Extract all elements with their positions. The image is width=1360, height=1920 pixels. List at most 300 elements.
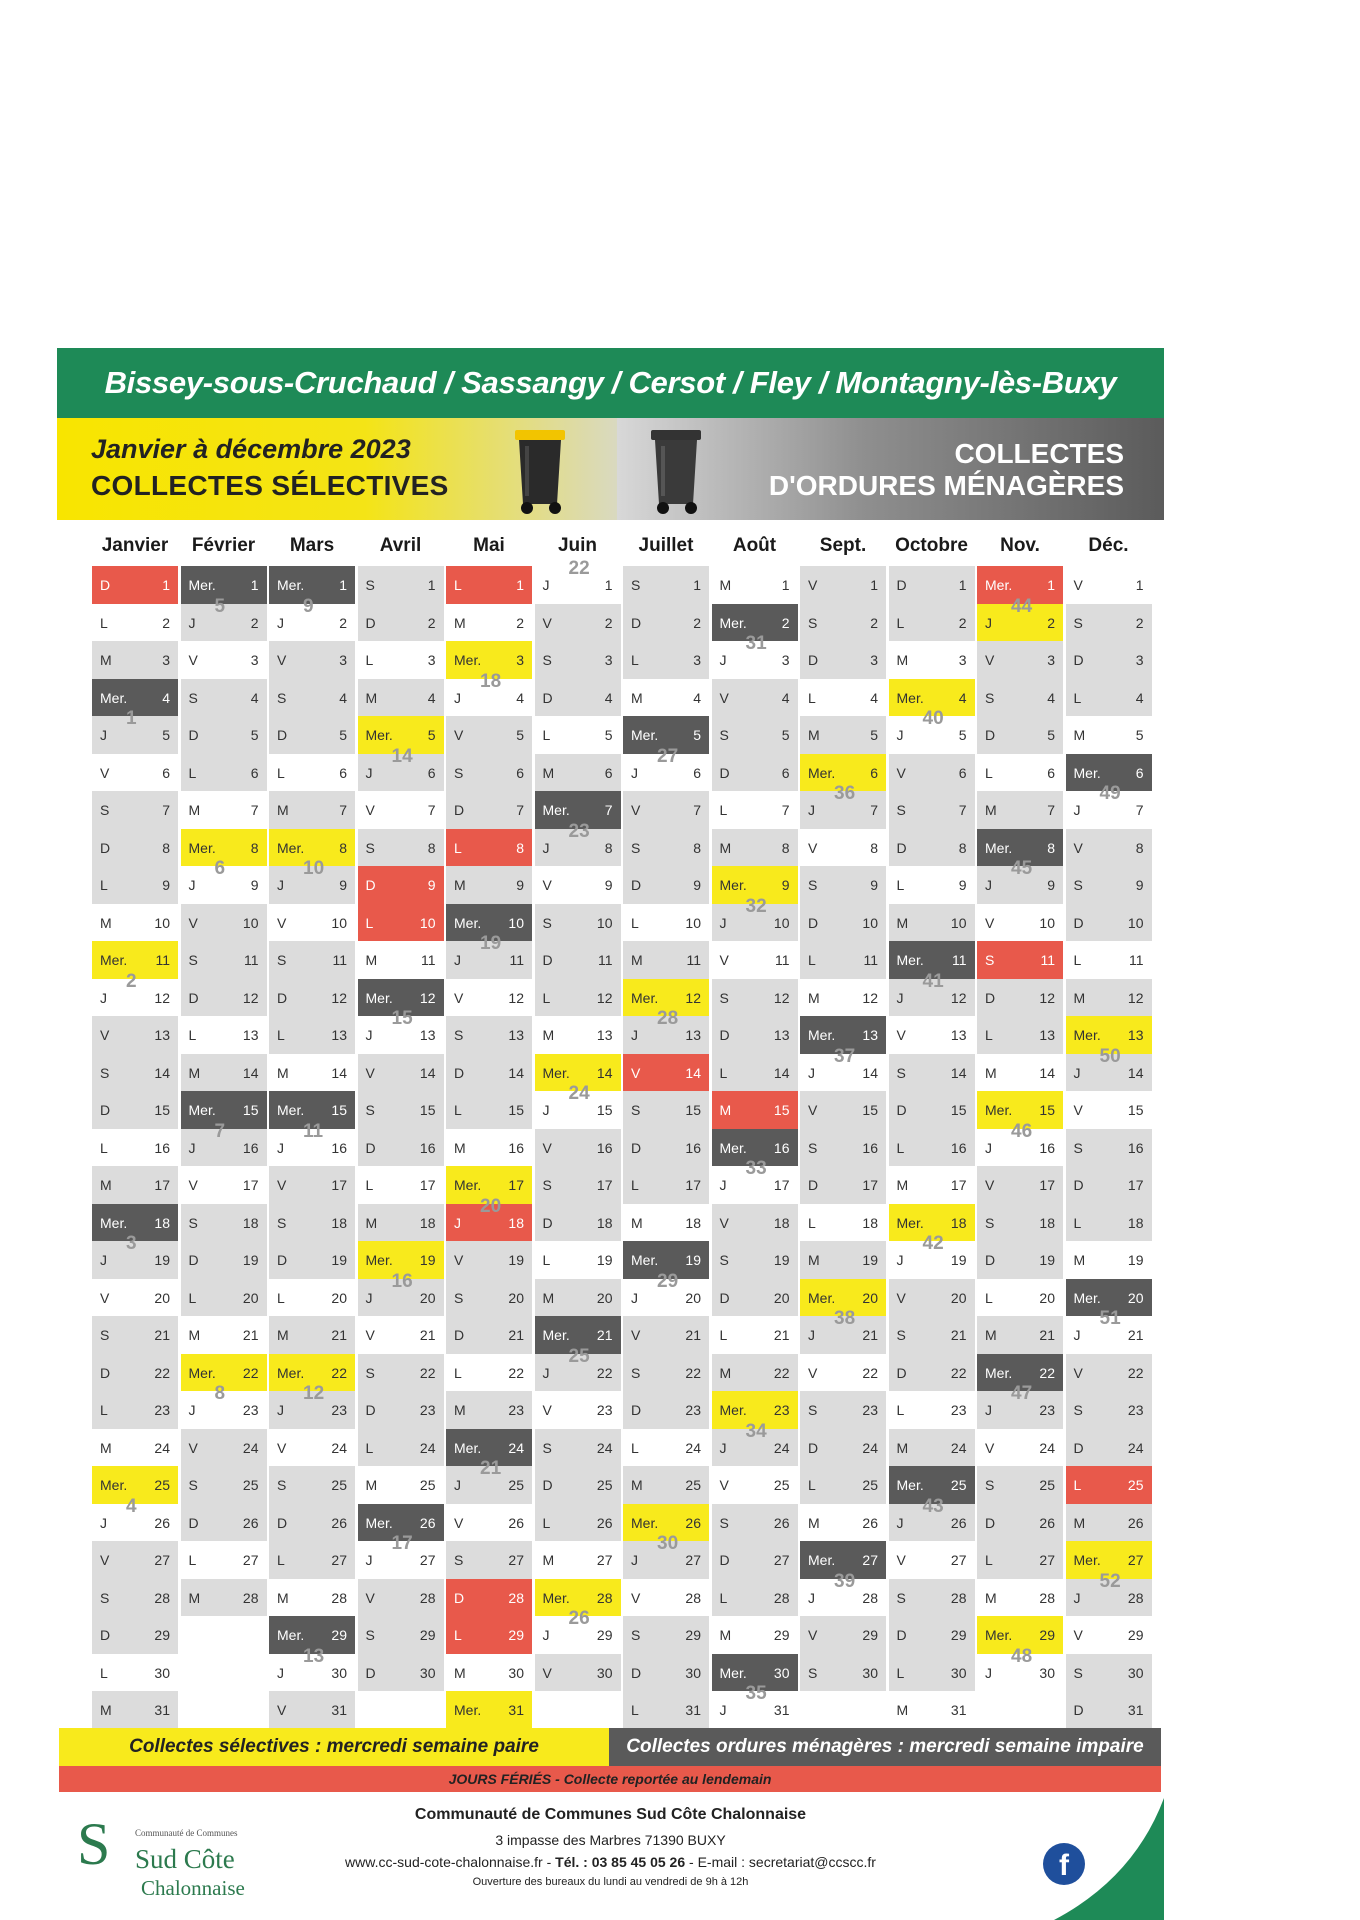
day-number: 4 bbox=[1047, 689, 1055, 706]
day-number: 25 bbox=[1127, 1477, 1144, 1493]
day-number: 2 bbox=[1135, 614, 1144, 631]
weekday-letter: V bbox=[985, 652, 995, 668]
weekday-letter: M bbox=[100, 652, 112, 668]
day-number: 27 bbox=[1127, 1552, 1144, 1568]
day-number: 18 bbox=[596, 1214, 613, 1231]
week-number: 51 bbox=[1099, 1308, 1121, 1329]
day-cell bbox=[181, 1504, 267, 1542]
day-cell bbox=[535, 558, 621, 604]
weekday-letter: D bbox=[188, 989, 199, 1006]
day-number: 18 bbox=[508, 1214, 524, 1231]
day-number: 16 bbox=[596, 1139, 613, 1156]
green-corner-decoration bbox=[1044, 1798, 1164, 1920]
day-number: 13 bbox=[773, 1027, 790, 1043]
weekday-letter: J bbox=[631, 764, 638, 781]
logo-small-text: Communauté de Communes bbox=[135, 1828, 238, 1838]
week-number: 25 bbox=[568, 1345, 590, 1367]
weekday-letter: J bbox=[365, 1027, 373, 1043]
day-number: 7 bbox=[693, 802, 701, 818]
weekday-letter: D bbox=[1073, 1439, 1084, 1456]
weekday-letter: M bbox=[896, 914, 909, 931]
weekday-letter: S bbox=[277, 1477, 287, 1493]
day-cell bbox=[358, 1091, 444, 1129]
day-number: 30 bbox=[773, 1664, 790, 1681]
day-cell bbox=[446, 1458, 532, 1504]
weekday-letter: M bbox=[542, 1552, 555, 1568]
weekday-letter: M bbox=[454, 1139, 466, 1156]
weekday-letter: D bbox=[454, 1589, 465, 1606]
weekday-letter: M bbox=[896, 652, 909, 668]
day-cell bbox=[623, 679, 709, 717]
weekday-letter: M bbox=[188, 1589, 201, 1606]
day-cell bbox=[269, 1054, 355, 1092]
day-cell bbox=[358, 1579, 444, 1617]
weekday-letter: S bbox=[188, 689, 198, 706]
day-cell bbox=[358, 866, 444, 904]
weekday-letter: S bbox=[719, 1252, 729, 1268]
week-number: 30 bbox=[657, 1533, 679, 1554]
day-cell bbox=[1066, 1429, 1152, 1467]
day-cell bbox=[92, 1579, 178, 1617]
day-number: 24 bbox=[596, 1439, 613, 1456]
day-cell bbox=[712, 1616, 798, 1654]
day-cell bbox=[181, 1429, 267, 1467]
weekday-letter: V bbox=[188, 652, 198, 668]
day-number: 21 bbox=[596, 1327, 613, 1343]
day-number: 9 bbox=[339, 877, 347, 893]
day-number: 3 bbox=[781, 652, 790, 668]
day-number: 1 bbox=[162, 577, 170, 593]
weekday-letter: L bbox=[100, 1664, 108, 1681]
weekday-letter: V bbox=[454, 1514, 464, 1531]
weekday-letter: J bbox=[277, 1402, 284, 1418]
day-number: 9 bbox=[250, 877, 259, 893]
day-number: 7 bbox=[339, 802, 347, 818]
week-number: 26 bbox=[568, 1608, 590, 1629]
weekday-letter: J bbox=[631, 1027, 638, 1043]
day-number: 2 bbox=[339, 614, 347, 631]
weekday-letter: V bbox=[542, 877, 552, 893]
day-cell bbox=[1066, 1570, 1152, 1617]
weekday-letter: M bbox=[454, 1402, 466, 1418]
day-number: 20 bbox=[862, 1289, 878, 1306]
day-cell bbox=[92, 1541, 178, 1579]
day-number: 20 bbox=[508, 1289, 524, 1306]
day-cell bbox=[535, 1429, 621, 1467]
weekday-letter: M bbox=[896, 1702, 909, 1718]
day-cell bbox=[269, 1120, 355, 1167]
week-number: 10 bbox=[303, 858, 325, 879]
week-number: 3 bbox=[126, 1233, 137, 1254]
weekday-letter: S bbox=[808, 614, 818, 631]
weekday-letter: D bbox=[985, 1514, 996, 1531]
day-cell bbox=[800, 1091, 886, 1129]
weekday-letter: Mer. bbox=[100, 952, 128, 968]
weekday-letter: V bbox=[896, 764, 906, 781]
day-cell bbox=[1066, 1204, 1152, 1242]
day-cell bbox=[889, 1541, 975, 1579]
weekday-letter: S bbox=[188, 1477, 198, 1493]
weekday-letter: L bbox=[188, 1027, 197, 1043]
day-number: 5 bbox=[1135, 727, 1144, 743]
day-cell bbox=[1066, 1045, 1152, 1092]
day-number: 22 bbox=[685, 1364, 701, 1381]
day-number: 30 bbox=[1039, 1664, 1055, 1681]
day-number: 6 bbox=[781, 764, 790, 781]
day-number: 12 bbox=[1127, 989, 1144, 1006]
day-number: 28 bbox=[1039, 1589, 1055, 1606]
day-cell bbox=[446, 1279, 532, 1317]
day-cell bbox=[623, 1129, 709, 1167]
weekday-letter: V bbox=[454, 1252, 464, 1268]
weekday-letter: V bbox=[631, 1327, 641, 1343]
day-number: 31 bbox=[773, 1702, 790, 1718]
day-number: 15 bbox=[331, 1102, 347, 1118]
weekday-letter: M bbox=[277, 1589, 289, 1606]
day-number: 31 bbox=[331, 1702, 347, 1718]
day-number: 28 bbox=[862, 1589, 878, 1606]
day-number: 19 bbox=[596, 1252, 613, 1268]
day-number: 27 bbox=[508, 1552, 524, 1568]
day-cell bbox=[623, 941, 709, 979]
day-number: 24 bbox=[773, 1439, 790, 1456]
weekday-letter: D bbox=[542, 1214, 553, 1231]
day-number: 15 bbox=[242, 1102, 259, 1118]
weekday-letter: Mer. bbox=[100, 1477, 128, 1493]
day-number: 2 bbox=[604, 614, 613, 631]
day-cell bbox=[269, 1645, 355, 1692]
day-number: 10 bbox=[331, 914, 347, 931]
month-column bbox=[181, 526, 267, 1616]
day-cell bbox=[889, 1616, 975, 1654]
weekday-letter: D bbox=[188, 727, 199, 743]
day-number: 7 bbox=[250, 802, 259, 818]
day-cell bbox=[446, 1316, 532, 1354]
day-number: 10 bbox=[596, 914, 613, 931]
day-number: 31 bbox=[154, 1702, 170, 1718]
day-cell bbox=[889, 1166, 975, 1204]
weekday-letter: Mer. bbox=[719, 1402, 747, 1418]
household-title-2: D'ORDURES MÉNAGÈRES bbox=[768, 470, 1124, 501]
weekday-letter: L bbox=[188, 1289, 197, 1306]
day-number: 16 bbox=[419, 1139, 436, 1156]
day-number: 1 bbox=[250, 577, 259, 593]
weekday-letter: L bbox=[542, 1252, 551, 1268]
week-number: 41 bbox=[922, 970, 944, 992]
day-cell bbox=[800, 1466, 886, 1504]
day-cell bbox=[269, 1466, 355, 1504]
day-cell bbox=[446, 1616, 532, 1654]
day-cell bbox=[181, 1279, 267, 1317]
day-cell bbox=[92, 641, 178, 679]
weekday-letter: D bbox=[100, 1102, 111, 1118]
weekday-letter: V bbox=[454, 727, 464, 743]
weekday-letter: D bbox=[719, 764, 730, 781]
weekday-letter: S bbox=[719, 1514, 729, 1531]
weekday-letter: Mer. bbox=[542, 1327, 570, 1343]
day-number: 11 bbox=[332, 952, 347, 968]
weekday-letter: L bbox=[808, 952, 816, 968]
day-number: 22 bbox=[950, 1364, 967, 1381]
weekday-letter: S bbox=[454, 1289, 464, 1306]
day-number: 11 bbox=[597, 952, 613, 968]
week-number: 46 bbox=[1011, 1120, 1033, 1142]
day-number: 2 bbox=[162, 614, 170, 631]
day-number: 25 bbox=[242, 1477, 259, 1493]
banner bbox=[57, 418, 1164, 520]
day-number: 19 bbox=[950, 1252, 967, 1268]
weekday-letter: Mer. bbox=[188, 1364, 216, 1381]
weekday-letter: Mer. bbox=[896, 1477, 924, 1493]
day-cell bbox=[1066, 1504, 1152, 1542]
week-number: 18 bbox=[480, 670, 502, 692]
weekday-letter: J bbox=[896, 727, 904, 743]
day-number: 1 bbox=[339, 577, 347, 593]
day-cell bbox=[92, 566, 178, 604]
day-cell bbox=[800, 1616, 886, 1654]
day-number: 24 bbox=[331, 1439, 347, 1456]
day-number: 12 bbox=[508, 989, 524, 1006]
month-name: Sept. bbox=[819, 535, 867, 556]
weekday-letter: D bbox=[631, 877, 642, 893]
day-number: 26 bbox=[862, 1514, 878, 1531]
weekday-letter: D bbox=[277, 989, 288, 1006]
month-name: Mars bbox=[289, 535, 335, 556]
day-number: 16 bbox=[773, 1139, 790, 1156]
day-cell bbox=[446, 566, 532, 604]
day-cell bbox=[535, 904, 621, 942]
weekday-letter: Mer. bbox=[188, 1102, 216, 1118]
day-number: 20 bbox=[154, 1289, 170, 1306]
website-link[interactable]: www.cc-sud-cote-chalonnaise.fr bbox=[345, 1854, 543, 1870]
household-title-1: COLLECTES bbox=[954, 438, 1124, 469]
weekday-letter: S bbox=[188, 1214, 198, 1231]
day-cell bbox=[446, 933, 532, 979]
weekday-letter: D bbox=[100, 1627, 111, 1643]
day-cell bbox=[800, 716, 886, 754]
day-cell bbox=[535, 1654, 621, 1692]
day-cell bbox=[977, 1579, 1063, 1617]
month-name: Février bbox=[191, 535, 256, 556]
weekday-letter: S bbox=[100, 1589, 110, 1606]
day-cell bbox=[446, 1016, 532, 1054]
weekday-letter: J bbox=[188, 614, 196, 631]
weekday-letter: V bbox=[277, 652, 287, 668]
day-cell bbox=[358, 1429, 444, 1467]
day-cell bbox=[712, 1316, 798, 1354]
weekday-letter: D bbox=[985, 1252, 996, 1268]
weekday-letter: M bbox=[542, 764, 555, 781]
day-number: 18 bbox=[331, 1214, 347, 1231]
weekday-letter: L bbox=[454, 1627, 462, 1643]
day-cell bbox=[1066, 604, 1152, 642]
day-cell bbox=[92, 1691, 178, 1729]
day-number: 2 bbox=[1047, 614, 1055, 631]
weekday-letter: D bbox=[188, 1514, 199, 1531]
day-cell bbox=[181, 941, 267, 979]
day-number: 29 bbox=[1127, 1627, 1144, 1643]
day-number: 12 bbox=[773, 989, 790, 1006]
period-title: Janvier à décembre 2023 bbox=[91, 434, 411, 464]
day-cell bbox=[92, 604, 178, 642]
weekday-letter: Mer. bbox=[1073, 1289, 1101, 1306]
month-name: Octobre bbox=[895, 535, 968, 556]
day-cell bbox=[889, 604, 975, 642]
day-cell bbox=[1066, 1241, 1152, 1279]
weekday-letter: Mer. bbox=[100, 689, 128, 706]
day-cell bbox=[535, 1345, 621, 1392]
day-cell bbox=[1066, 1166, 1152, 1204]
weekday-letter: S bbox=[100, 1327, 110, 1343]
day-number: 18 bbox=[773, 1214, 790, 1231]
day-cell bbox=[712, 1091, 798, 1129]
day-number: 16 bbox=[685, 1139, 701, 1156]
day-cell bbox=[535, 1083, 621, 1129]
day-cell bbox=[712, 1016, 798, 1054]
weekday-letter: M bbox=[808, 727, 820, 743]
weekday-letter: V bbox=[365, 1589, 375, 1606]
day-number: 21 bbox=[685, 1327, 701, 1343]
month-name: Avril bbox=[379, 535, 422, 556]
month-column bbox=[1066, 526, 1152, 1729]
weekday-letter: M bbox=[719, 839, 732, 856]
day-cell bbox=[92, 708, 178, 754]
weekday-letter: Mer. bbox=[808, 764, 836, 781]
weekday-letter: J bbox=[542, 1627, 550, 1643]
weekday-letter: L bbox=[1073, 1214, 1082, 1231]
day-cell bbox=[712, 1241, 798, 1279]
weekday-letter: L bbox=[454, 839, 462, 856]
weekday-letter: S bbox=[631, 839, 641, 856]
phone-number: Tél. : 03 85 45 05 26 bbox=[555, 1854, 686, 1870]
contact-line bbox=[57, 1854, 1164, 1870]
day-number: 24 bbox=[508, 1439, 524, 1456]
day-cell bbox=[92, 1495, 178, 1542]
month-column bbox=[92, 526, 178, 1729]
day-number: 6 bbox=[604, 764, 613, 781]
day-number: 18 bbox=[1127, 1214, 1144, 1231]
weekday-letter: Mer. bbox=[542, 1064, 570, 1081]
day-number: 2 bbox=[516, 614, 524, 631]
weekday-letter: M bbox=[985, 1064, 997, 1081]
day-number: 19 bbox=[154, 1252, 170, 1268]
day-number: 26 bbox=[508, 1514, 524, 1531]
day-number: 22 bbox=[242, 1364, 259, 1381]
day-number: 19 bbox=[508, 1252, 524, 1268]
day-number: 9 bbox=[693, 877, 701, 893]
day-cell bbox=[181, 1016, 267, 1054]
weekday-letter: L bbox=[896, 1402, 905, 1418]
day-number: 20 bbox=[685, 1289, 701, 1306]
day-cell bbox=[269, 1279, 355, 1317]
day-number: 7 bbox=[781, 802, 790, 818]
day-cell bbox=[92, 1129, 178, 1167]
organization-address: 3 impasse des Marbres 71390 BUXY bbox=[495, 1832, 726, 1848]
day-number: 8 bbox=[162, 839, 170, 856]
weekday-letter: M bbox=[719, 1102, 732, 1118]
weekday-letter: Mer. bbox=[985, 577, 1013, 593]
weekday-letter: L bbox=[277, 1027, 285, 1043]
day-number: 11 bbox=[1128, 952, 1144, 968]
weekday-letter: L bbox=[985, 764, 993, 781]
separator: - bbox=[689, 1854, 698, 1870]
calendar-grid bbox=[92, 526, 1162, 1716]
day-number: 4 bbox=[516, 689, 524, 706]
day-number: 29 bbox=[508, 1627, 524, 1643]
footer bbox=[57, 1798, 1164, 1920]
day-cell bbox=[623, 866, 709, 904]
weekday-letter: Mer. bbox=[365, 1514, 393, 1531]
weekday-letter: Mer. bbox=[631, 1252, 659, 1268]
day-cell bbox=[889, 970, 975, 1017]
weekday-letter: L bbox=[542, 727, 551, 743]
weekday-letter: J bbox=[188, 877, 196, 893]
weekday-letter: S bbox=[542, 652, 552, 668]
day-number: 26 bbox=[773, 1514, 790, 1531]
weekday-letter: V bbox=[1073, 577, 1083, 593]
day-number: 16 bbox=[331, 1139, 347, 1156]
weekday-letter: V bbox=[808, 1102, 818, 1118]
day-number: 21 bbox=[331, 1327, 347, 1343]
weekday-letter: V bbox=[542, 1402, 552, 1418]
day-number: 27 bbox=[950, 1552, 967, 1568]
day-cell bbox=[358, 1204, 444, 1242]
weekday-letter: V bbox=[719, 1214, 729, 1231]
day-cell bbox=[889, 1233, 975, 1279]
weekday-letter: J bbox=[365, 1289, 373, 1306]
day-cell bbox=[800, 679, 886, 717]
day-number: 23 bbox=[596, 1402, 613, 1418]
day-number: 23 bbox=[154, 1402, 170, 1418]
week-number: 52 bbox=[1099, 1570, 1121, 1592]
day-number: 10 bbox=[773, 914, 790, 931]
day-number: 23 bbox=[862, 1402, 878, 1418]
weekday-letter: M bbox=[188, 1327, 201, 1343]
day-cell bbox=[800, 566, 886, 604]
month-column bbox=[889, 526, 975, 1729]
day-number: 8 bbox=[250, 839, 259, 856]
day-cell bbox=[800, 979, 886, 1017]
weekday-letter: S bbox=[1073, 614, 1083, 631]
calendar-sheet bbox=[57, 348, 1164, 1920]
day-cell bbox=[712, 1279, 798, 1317]
day-number: 31 bbox=[508, 1702, 524, 1718]
day-cell bbox=[889, 708, 975, 754]
day-number: 3 bbox=[250, 652, 259, 668]
day-number: 13 bbox=[685, 1027, 701, 1043]
day-cell bbox=[712, 1683, 798, 1729]
email-address[interactable]: E-mail : secretariat@ccscc.fr bbox=[697, 1854, 876, 1870]
weekday-letter: D bbox=[896, 1627, 907, 1643]
weekday-letter: J bbox=[719, 1439, 727, 1456]
day-cell bbox=[1066, 1308, 1152, 1354]
day-number: 7 bbox=[427, 802, 436, 818]
week-number: 22 bbox=[568, 558, 590, 579]
day-number: 9 bbox=[958, 877, 967, 893]
day-number: 3 bbox=[427, 652, 436, 668]
day-number: 30 bbox=[950, 1664, 967, 1681]
week-number: 34 bbox=[745, 1420, 767, 1442]
day-number: 17 bbox=[1127, 1177, 1144, 1193]
weekday-letter: L bbox=[719, 1589, 728, 1606]
day-cell bbox=[181, 716, 267, 754]
weekday-letter: S bbox=[631, 1364, 641, 1381]
day-cell bbox=[269, 716, 355, 754]
day-cell bbox=[446, 1654, 532, 1692]
weekday-letter: M bbox=[719, 577, 732, 593]
day-cell bbox=[535, 641, 621, 679]
day-cell bbox=[92, 1316, 178, 1354]
